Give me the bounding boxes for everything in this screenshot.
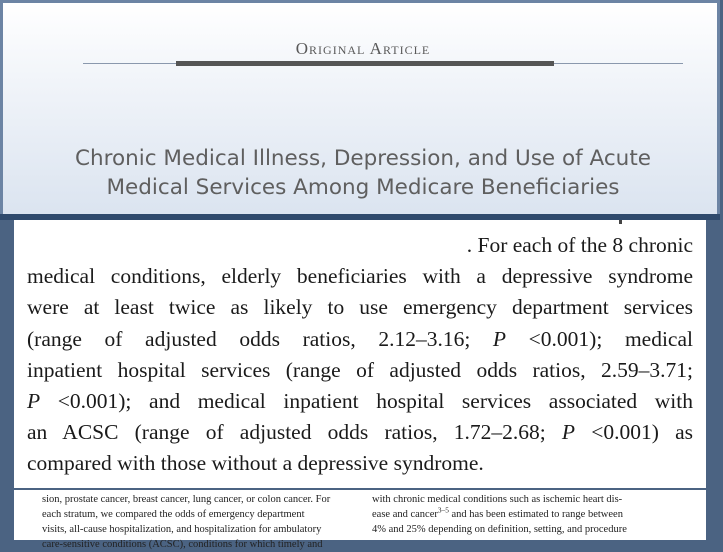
excerpt-line: P <0.001); and medical inpatient hospital services associated with (27, 389, 693, 414)
body-line-text: ease and cancer (372, 509, 438, 520)
p-value-symbol: P (492, 326, 507, 351)
body-column-right (372, 492, 694, 537)
crop-mark (619, 220, 622, 224)
p-value-symbol: P (27, 389, 41, 414)
body-line: with chronic medical conditions such as ischemic heart dis- (372, 494, 623, 505)
excerpt-line: . For each of the 8 chronic (466, 233, 693, 257)
excerpt-line: were at least twice as likely to use emergency department services (27, 295, 693, 320)
excerpt-text (27, 230, 693, 480)
excerpt-line: an ACSC (range of adjusted odds ratios, 1.72–2.68; P <0.001) as (27, 420, 693, 445)
body-line (372, 507, 694, 522)
body-line: 4% and 25% depending on definition, setting, and procedure (372, 524, 627, 535)
excerpt-line: medical conditions, elderly beneficiaries with a depressive syndrome (27, 264, 693, 289)
article-title-line-1: Chronic Medical Illness, Depression, and Use of Acute (75, 146, 651, 171)
slide-header (0, 0, 720, 214)
body-line-text: and has been estimated to range between (448, 509, 623, 520)
body-column-left (42, 492, 364, 552)
article-title-line-2: Medical Services Among Medicare Beneficiaries (106, 175, 620, 200)
excerpt-line: compared with those without a depressive syndrome. (27, 451, 484, 476)
article-title (43, 144, 683, 202)
abstract-excerpt (14, 220, 706, 488)
article-body-snippet (14, 490, 706, 550)
body-line: visits, all-cause hospitalization, and hospitalization for ambulatory (42, 524, 322, 535)
excerpt-line: (range of adjusted odds ratios, 2.12–3.16; P <0.001); medical (27, 326, 693, 351)
citation-superscript: 3–5 (437, 505, 449, 515)
article-type-label: Original Article (295, 39, 431, 58)
body-line: care-sensitive conditions (ACSC), conditions for which timely and (42, 539, 323, 550)
p-value-symbol: P (561, 420, 576, 445)
body-line: each stratum, we compared the odds of emergency department (42, 509, 305, 520)
excerpt-line: inpatient hospital services (range of adjusted odds ratios, 2.59–3.71; (27, 357, 693, 382)
header-thick-rule (176, 61, 554, 66)
body-line: sion, prostate cancer, breast cancer, lung cancer, or colon cancer. For (42, 494, 331, 505)
